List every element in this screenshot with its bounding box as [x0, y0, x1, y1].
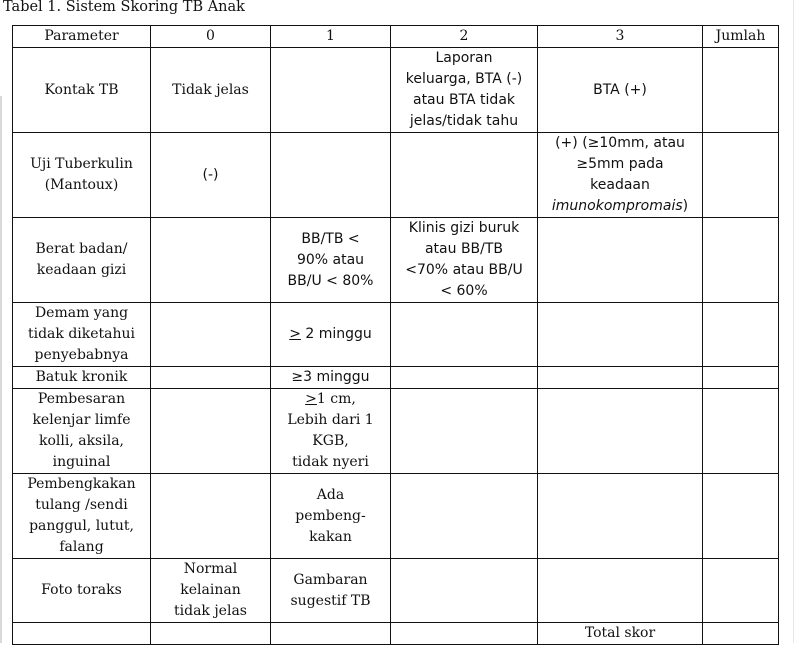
cell-line: (-) [202, 166, 219, 183]
score-1-cell [271, 559, 391, 623]
param-cell [13, 48, 151, 133]
score-0-cell [151, 559, 271, 623]
table-row [13, 133, 779, 218]
header-score-3: 3 [538, 26, 703, 48]
param-cell [13, 303, 151, 367]
cell-line: BB/U < 80% [287, 272, 374, 289]
score-3-cell [538, 389, 703, 474]
param-cell [13, 133, 151, 218]
cell-line: (+) (≥10mm, atau [555, 135, 685, 151]
cell-line: tulang /sendi [35, 497, 128, 513]
cell-line: Lebih dari 1 [287, 412, 374, 428]
param-cell [13, 367, 151, 389]
cell-line [274, 389, 387, 410]
cell-line: pembeng- [295, 507, 366, 524]
cell-line: Pembesaran [37, 391, 126, 407]
table-caption: Tabel 1. Sistem Skoring TB Anak [3, 0, 245, 15]
score-0-cell [151, 133, 271, 218]
cell-line: (Mantoux) [44, 177, 119, 193]
cell-line: ≥3 minggu [291, 369, 370, 385]
table-row [13, 48, 779, 133]
cell-line [541, 196, 699, 217]
score-1-cell [271, 623, 391, 645]
table-row [13, 389, 779, 474]
size-text: 1 cm, [316, 391, 356, 407]
score-2-cell [391, 623, 538, 645]
jumlah-cell [703, 48, 779, 133]
score-0-cell [151, 303, 271, 367]
cell-line: Foto toraks [41, 582, 122, 598]
cell-line: Gambaran [293, 571, 368, 588]
cell-line: Kontak TB [44, 81, 119, 98]
ge-symbol: > [289, 326, 301, 342]
jumlah-cell [703, 559, 779, 623]
cell-line: Berat badan/ [35, 241, 128, 257]
score-2-cell [391, 474, 538, 559]
cell-line: Pembengkakan [27, 476, 136, 492]
cell-line: Laporan [435, 50, 493, 66]
cell-line: Normal [183, 561, 238, 577]
score-0-cell [151, 389, 271, 474]
score-3-cell [538, 367, 703, 389]
score-3-cell [538, 218, 703, 303]
cell-line: jelas/tidak tahu [409, 113, 519, 129]
header-jumlah: Jumlah [703, 26, 779, 48]
cell-line [274, 324, 387, 345]
total-value-cell [703, 623, 779, 645]
header-row [13, 26, 779, 48]
duration-text: 2 minggu [300, 326, 372, 342]
param-cell [13, 218, 151, 303]
table-row [13, 559, 779, 623]
cell-line: kelenjar limfe [32, 412, 131, 428]
score-1-cell [271, 48, 391, 133]
score-1-cell [271, 367, 391, 389]
italic-term: imunokompromais [551, 198, 683, 214]
param-cell [13, 623, 151, 645]
header-score-1: 1 [271, 26, 391, 48]
cell-line: keadaan [590, 177, 650, 193]
cell-line: panggul, lutut, [29, 518, 134, 534]
score-1-cell [271, 133, 391, 218]
cell-line: falang [59, 539, 104, 555]
score-2-cell [391, 389, 538, 474]
jumlah-cell [703, 474, 779, 559]
cell-line: tidak diketahui [27, 326, 136, 342]
score-0-cell [151, 623, 271, 645]
cell-line: inguinal [52, 454, 111, 470]
score-2-cell [391, 48, 538, 133]
ge-symbol: > [305, 391, 317, 407]
score-2-cell [391, 367, 538, 389]
score-3-cell [538, 303, 703, 367]
score-2-cell [391, 218, 538, 303]
left-edge-shadow [0, 96, 2, 643]
score-3-cell [538, 133, 703, 218]
param-cell [13, 559, 151, 623]
table-row [13, 367, 779, 389]
cell-line: kolli, aksila, [38, 433, 124, 449]
table-row [13, 218, 779, 303]
score-0-cell [151, 218, 271, 303]
header-score-0: 0 [151, 26, 271, 48]
total-row [13, 623, 779, 645]
param-cell [13, 389, 151, 474]
cell-line: Batuk kronik [35, 369, 128, 385]
cell-line: sugestif TB [290, 592, 371, 609]
score-3-cell [538, 559, 703, 623]
total-label: Total skor [538, 623, 703, 645]
jumlah-cell [703, 303, 779, 367]
cell-line: atau BB/TB [424, 241, 504, 257]
cell-line: keadaan gizi [36, 262, 127, 278]
cell-line: atau BTA tidak [412, 92, 516, 108]
cell-line: BB/TB < [301, 230, 360, 247]
cell-line: ≥5mm pada [576, 156, 664, 172]
score-1-cell [271, 303, 391, 367]
cell-line: Klinis gizi buruk [408, 220, 520, 236]
jumlah-cell [703, 218, 779, 303]
score-2-cell [391, 303, 538, 367]
cell-line: keluarga, BTA (-) [405, 71, 523, 87]
cell-line: Tidak jelas [172, 81, 249, 98]
cell-line: <70% atau BB/U [405, 262, 523, 278]
cell-line: kakan [309, 528, 352, 545]
header-score-2: 2 [391, 26, 538, 48]
jumlah-cell [703, 389, 779, 474]
scoring-table [12, 25, 779, 645]
cell-line: < 60% [440, 283, 488, 299]
cell-line: BTA (+) [593, 81, 647, 98]
cell-line: Uji Tuberkulin [30, 156, 133, 172]
jumlah-cell [703, 133, 779, 218]
cell-line: Demam yang [34, 305, 129, 321]
cell-line: tidak jelas [174, 603, 247, 619]
score-1-cell [271, 389, 391, 474]
cell-line: tidak nyeri [292, 454, 369, 470]
cell-line: KGB, [312, 433, 349, 449]
jumlah-cell [703, 367, 779, 389]
score-0-cell [151, 367, 271, 389]
param-cell [13, 474, 151, 559]
table-row [13, 474, 779, 559]
score-0-cell [151, 48, 271, 133]
score-2-cell [391, 133, 538, 218]
table-row [13, 303, 779, 367]
cell-line: Ada [316, 486, 345, 503]
cell-line: 90% atau [296, 251, 365, 268]
header-parameter: Parameter [13, 26, 151, 48]
score-3-cell [538, 474, 703, 559]
cell-line: penyebabnya [34, 347, 129, 363]
score-3-cell [538, 48, 703, 133]
closing-paren: ) [682, 198, 689, 214]
score-1-cell [271, 474, 391, 559]
cell-line: kelainan [180, 582, 241, 598]
score-1-cell [271, 218, 391, 303]
score-0-cell [151, 474, 271, 559]
score-2-cell [391, 559, 538, 623]
